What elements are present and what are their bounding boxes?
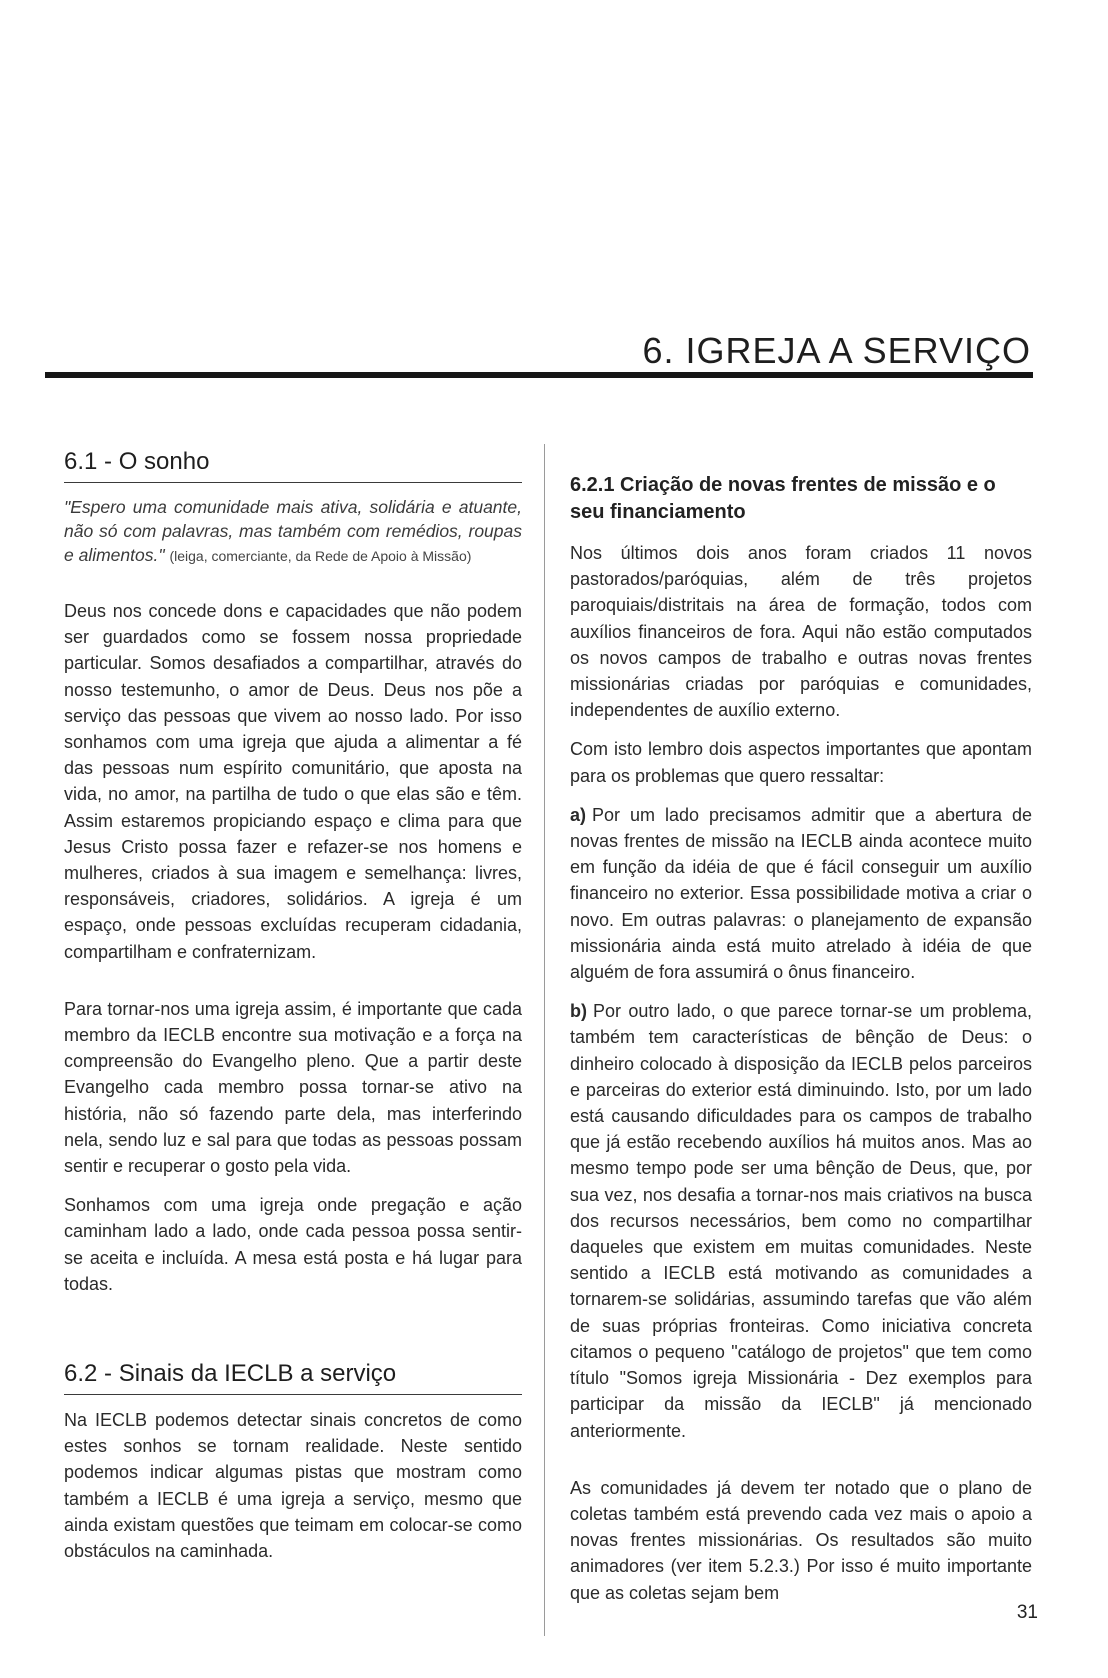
header-rule [45, 372, 1033, 378]
item-text: Por outro lado, o que parece tornar-se um problema, também tem características de bênção de Deus: o dinheiro colocado à disposição da IECLB pelos parceiros e parceiras do exterior está diminuindo. Isto, por um lado está causando dificuldades para os campos de trabalho que já estão recebendo auxílios há muitos anos. Mas ao mesmo tempo pode ser uma bênção de Deus, que, por sua vez, nos desafia a tornar-nos mais criativos na busca dos recursos necessários, bem como no compartilhar daqueles que existem em muitas comunidades. Neste sentido a IECLB está motivando as comunidades a tornarem-se solidárias, assumindo tarefas que vão além de suas próprias fronteiras. Como iniciativa concreta citamos o pequeno "catálogo de projetos" que tem como título "Somos igreja Missionária - Dez exemplos para participar da missão da IECLB" já mencionado anteriormente. [570, 1001, 1032, 1441]
item-text: Por um lado precisamos admitir que a abertura de novas frentes de missão na IECLB ainda acontece muito em função da idéia de que é fácil conseguir um auxílio financeiro no exterior. Essa possibilidade motiva a criar o novo. Em outras palavras: o planejamento de expansão missionária ainda está muito atrelado à idéia de que alguém de fora assumirá o ônus financeiro. [570, 804, 1032, 983]
paragraph: Para tornar-nos uma igreja assim, é importante que cada membro da IECLB encontre sua motivação e a força na compreensão do Evangelho pleno. Que a partir deste Evangelho cada membro possa tornar-se ativo na história, não só fazendo parte dela, mas interferindo nela, sendo luz e sal para que todas as pessoas possam sentir e recuperar o gosto pela vida. [64, 998, 522, 1177]
paragraph: Sonhamos com uma igreja onde pregação e ação caminham lado a lado, onde cada pessoa possa sentir-se aceita e incluída. A mesa está posta e há lugar para todas. [64, 1195, 522, 1294]
paragraph: Com isto lembro dois aspectos importantes que apontam para os problemas que quero ressaltar: [570, 739, 1032, 786]
chapter-title: 6. IGREJA A SERVIÇO [642, 330, 1031, 371]
section-heading-6-2: 6.2 - Sinais da IECLB a serviço [64, 1360, 522, 1395]
left-column [64, 448, 522, 1577]
right-column [570, 472, 1032, 1619]
subsection-heading-6-2-1: 6.2.1 Criação de novas frentes de missão e o seu financiamento [570, 474, 996, 523]
item-label: a) [570, 804, 587, 825]
column-divider [544, 444, 545, 1636]
epigraph-quote [64, 495, 522, 568]
paragraph-item-b [570, 998, 1032, 1443]
page-number: 31 [1016, 1602, 1038, 1623]
paragraph: Deus nos concede dons e capacidades que não podem ser guardados como se fossem nossa propriedade particular. Somos desafiados a compartilhar, através do nosso testemunho, o amor de Deus. Deus nos põe a serviço das pessoas que vivem ao nosso lado. Por isso sonhamos com uma igreja que ajuda a alimentar a fé das pessoas num espírito comunitário, que aposta na vida, no amor, na partilha de tudo o que elas são e têm. Assim estaremos propiciando espaço e clima para que Jesus Cristo possa fazer e refazer-se nos homens e mulheres, criados à sua imagem e semelhança: livres, responsáveis, criadores, solidários. A igreja é um espaço, onde pessoas excluídas recuperam cidadania, compartilham e confraternizam. [64, 601, 522, 962]
paragraph: Na IECLB podemos detectar sinais concretos de como estes sonhos se tornam realidade. Neste sentido podemos indicar algumas pistas que mostram como também a IECLB é uma igreja a serviço, mesmo que ainda existam questões que teimam em colocar-se como obstáculos na caminhada. [64, 1410, 522, 1562]
paragraph: Nos últimos dois anos foram criados 11 novos pastorados/paróquias, além de três projetos paroquiais/distritais na área de formação, todos com auxílios financeiros de fora. Aqui não estão computados os novos campos de trabalho e outras novas frentes missionárias criadas por paróquias e comunidades, independentes de auxílio externo. [570, 543, 1032, 721]
section-heading-6-1: 6.1 - O sonho [64, 448, 522, 483]
paragraph: As comunidades já devem ter notado que o plano de coletas também está prevendo cada vez mais o apoio a novas frentes missionárias. Os resultados são muito animadores (ver item 5.2.3.) Por isso é muito importante que as coletas sejam bem [570, 1477, 1032, 1603]
item-label: b) [570, 1001, 587, 1022]
paragraph-item-a [570, 802, 1032, 985]
quote-text: "Espero uma comunidade mais ativa, solidária e atuante, não só com palavras, mas também com remédios, roupas e alimentos." [64, 497, 522, 565]
quote-attribution: (leiga, comerciante, da Rede de Apoio à Missão) [169, 548, 472, 564]
